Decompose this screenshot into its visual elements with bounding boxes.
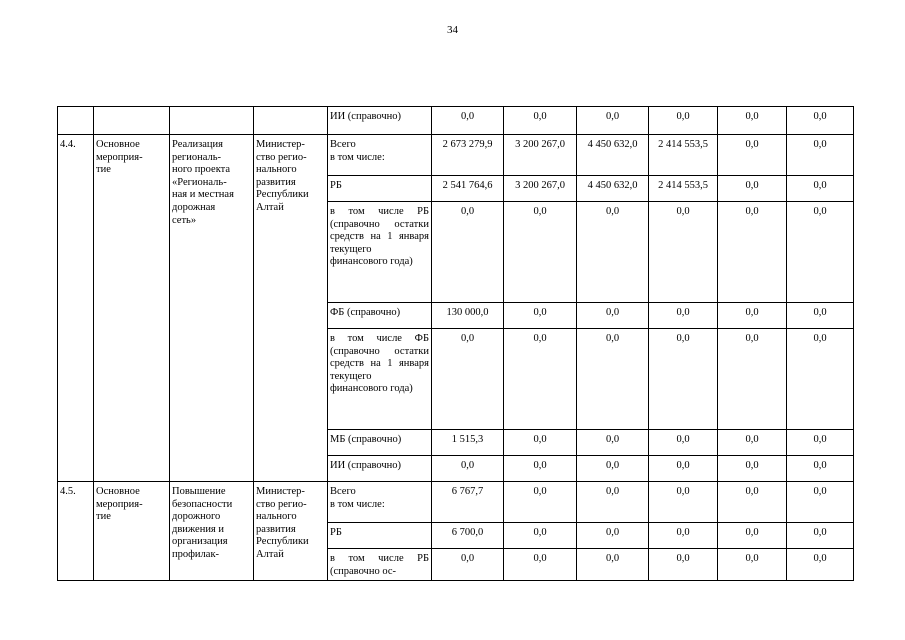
cell-value: 0,0 xyxy=(504,456,577,482)
cell-value: 6 700,0 xyxy=(432,523,504,549)
cell-title: Повышение безопасности дорожного движения и организация профилак- xyxy=(170,482,254,581)
cell-executor xyxy=(254,107,328,135)
cell-kind: Основное мероприя- тие xyxy=(94,135,170,482)
cell-value: 0,0 xyxy=(718,430,787,456)
cell-value: 6 767,7 xyxy=(432,482,504,523)
cell-source: в том числе РБ (справочно ос- xyxy=(328,549,432,581)
cell-source: в том числе РБ (справочно остатки средств на 1 января текущего финансового года) xyxy=(328,202,432,303)
cell-value: 0,0 xyxy=(718,135,787,176)
funding-table xyxy=(57,106,854,581)
cell-value: 0,0 xyxy=(787,107,854,135)
cell-value: 0,0 xyxy=(787,202,854,303)
cell-value: 0,0 xyxy=(787,176,854,202)
cell-value: 0,0 xyxy=(432,456,504,482)
cell-value: 0,0 xyxy=(718,456,787,482)
cell-value: 0,0 xyxy=(577,549,649,581)
cell-number: 4.4. xyxy=(58,135,94,482)
cell-value: 0,0 xyxy=(787,135,854,176)
cell-value: 0,0 xyxy=(649,107,718,135)
cell-value: 0,0 xyxy=(718,176,787,202)
page-number: 34 xyxy=(447,24,458,36)
cell-kind xyxy=(94,107,170,135)
cell-value: 0,0 xyxy=(787,549,854,581)
cell-title xyxy=(170,107,254,135)
cell-value: 0,0 xyxy=(649,303,718,329)
cell-value: 0,0 xyxy=(649,202,718,303)
cell-value: 0,0 xyxy=(577,523,649,549)
cell-value: 0,0 xyxy=(577,303,649,329)
cell-executor: Министер- ство регио- нального развития Республики Алтай xyxy=(254,135,328,482)
cell-value: 4 450 632,0 xyxy=(577,176,649,202)
cell-source: ИИ (справочно) xyxy=(328,107,432,135)
cell-value: 0,0 xyxy=(787,430,854,456)
cell-value: 0,0 xyxy=(504,202,577,303)
cell-value: 0,0 xyxy=(649,482,718,523)
cell-value: 0,0 xyxy=(649,430,718,456)
cell-value: 0,0 xyxy=(718,549,787,581)
cell-source: Всего в том числе: xyxy=(328,482,432,523)
cell-value: 3 200 267,0 xyxy=(504,176,577,202)
cell-value: 0,0 xyxy=(504,482,577,523)
cell-value: 0,0 xyxy=(432,329,504,430)
cell-source: ФБ (справочно) xyxy=(328,303,432,329)
cell-value: 0,0 xyxy=(577,482,649,523)
cell-value: 3 200 267,0 xyxy=(504,135,577,176)
cell-number: 4.5. xyxy=(58,482,94,581)
cell-source: МБ (справочно) xyxy=(328,430,432,456)
cell-value: 0,0 xyxy=(432,549,504,581)
cell-value: 1 515,3 xyxy=(432,430,504,456)
cell-executor: Министер- ство регио- нального развития Республики Алтай xyxy=(254,482,328,581)
cell-value: 0,0 xyxy=(577,430,649,456)
cell-value: 0,0 xyxy=(718,329,787,430)
cell-value: 0,0 xyxy=(649,523,718,549)
table-row xyxy=(58,135,854,176)
cell-value: 0,0 xyxy=(504,107,577,135)
cell-source: в том числе ФБ (справочно остатки средств на 1 января текущего финансового года) xyxy=(328,329,432,430)
cell-value: 0,0 xyxy=(718,303,787,329)
cell-value: 0,0 xyxy=(718,107,787,135)
cell-number xyxy=(58,107,94,135)
cell-title: Реализация региональ- ного проекта «Региональ- ная и местная дорожная сеть» xyxy=(170,135,254,482)
cell-value: 0,0 xyxy=(577,329,649,430)
cell-value: 0,0 xyxy=(577,456,649,482)
cell-value: 0,0 xyxy=(787,329,854,430)
cell-value: 0,0 xyxy=(649,329,718,430)
table-row xyxy=(58,482,854,523)
cell-value: 0,0 xyxy=(718,482,787,523)
cell-value: 0,0 xyxy=(504,549,577,581)
cell-value: 2 414 553,5 xyxy=(649,135,718,176)
cell-source: Всего в том числе: xyxy=(328,135,432,176)
cell-value: 4 450 632,0 xyxy=(577,135,649,176)
cell-value: 0,0 xyxy=(577,202,649,303)
cell-value: 2 673 279,9 xyxy=(432,135,504,176)
cell-value: 2 541 764,6 xyxy=(432,176,504,202)
cell-value: 0,0 xyxy=(432,107,504,135)
cell-value: 0,0 xyxy=(649,456,718,482)
cell-value: 0,0 xyxy=(718,202,787,303)
cell-value: 0,0 xyxy=(432,202,504,303)
cell-value: 0,0 xyxy=(504,523,577,549)
cell-value: 0,0 xyxy=(504,303,577,329)
cell-value: 130 000,0 xyxy=(432,303,504,329)
cell-value: 0,0 xyxy=(718,523,787,549)
cell-value: 0,0 xyxy=(577,107,649,135)
cell-value: 0,0 xyxy=(649,549,718,581)
cell-value: 0,0 xyxy=(504,329,577,430)
cell-value: 2 414 553,5 xyxy=(649,176,718,202)
cell-kind: Основное мероприя- тие xyxy=(94,482,170,581)
cell-value: 0,0 xyxy=(787,523,854,549)
cell-value: 0,0 xyxy=(787,303,854,329)
cell-source: РБ xyxy=(328,523,432,549)
cell-value: 0,0 xyxy=(787,482,854,523)
cell-source: ИИ (справочно) xyxy=(328,456,432,482)
cell-value: 0,0 xyxy=(787,456,854,482)
cell-value: 0,0 xyxy=(504,430,577,456)
cell-source: РБ xyxy=(328,176,432,202)
table-row xyxy=(58,107,854,135)
